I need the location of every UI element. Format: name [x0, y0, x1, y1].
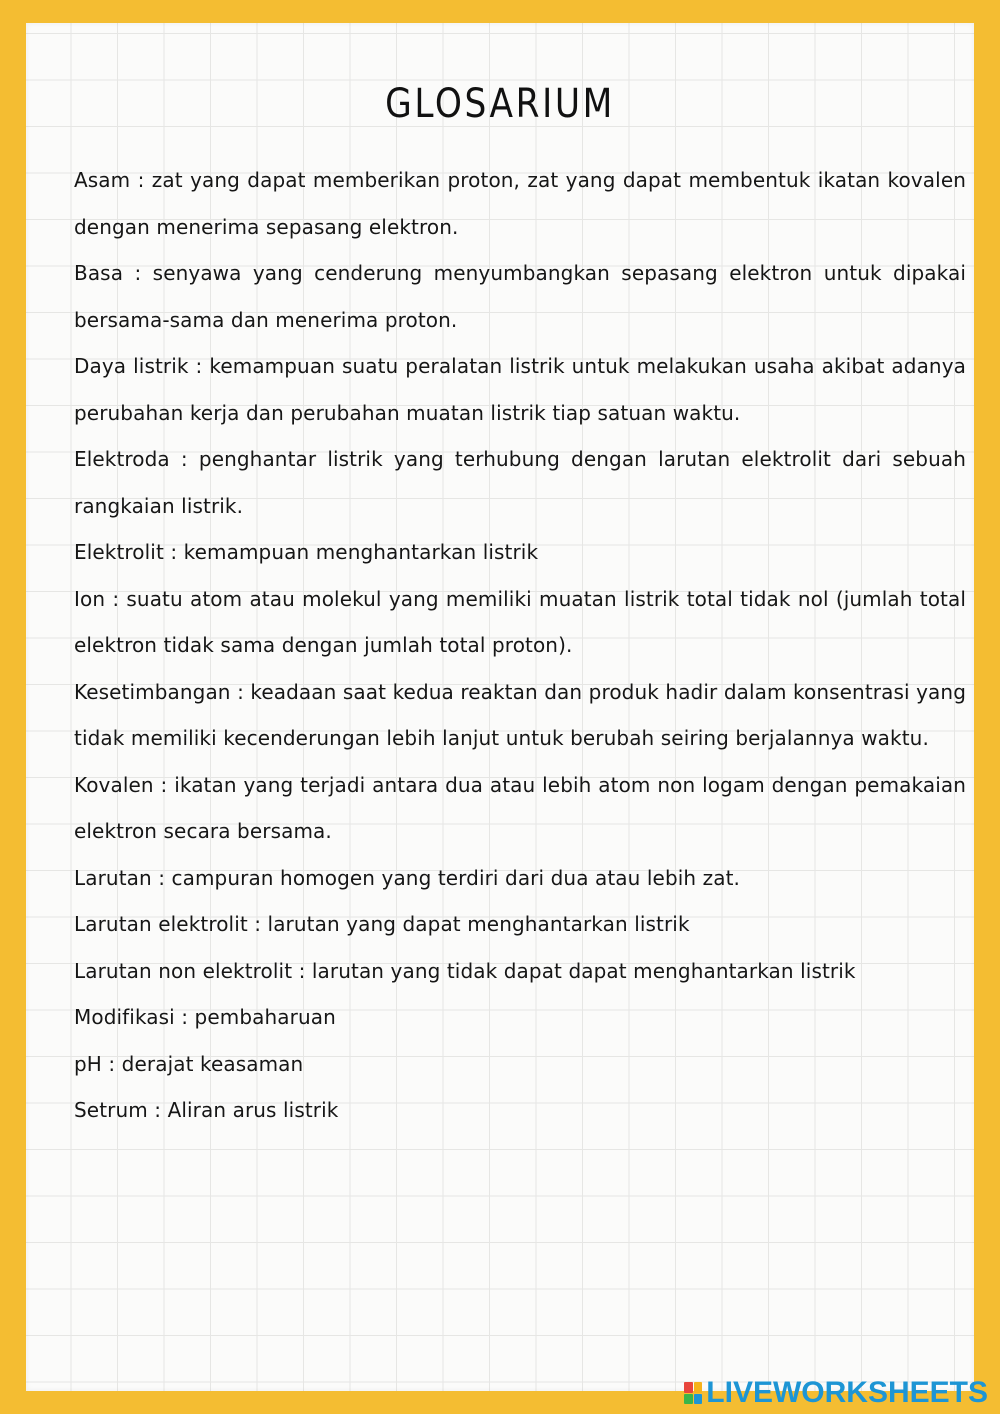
glossary-entry-larutan: Larutan : campuran homogen yang terdiri dari dua atau lebih zat. [74, 865, 740, 890]
glossary-entry-asam: Asam : zat yang dapat memberikan proton, zat yang dapat membentuk ikatan kovalen dengan menerima sepasang elektron. [74, 168, 966, 239]
glossary-entry-larutan-elektrolit: Larutan elektrolit : larutan yang dapat menghantarkan listrik [74, 912, 690, 936]
glossary-entry-elektroda: Elektroda : penghantar listrik yang terhubung dengan larutan elektrolit dari sebuah rangkaian listrik. [74, 447, 966, 518]
glossary-entry-kovalen: Kovalen : ikatan yang terjadi antara dua atau lebih atom non logam dengan pemakaian elektron secara bersama. [74, 772, 966, 843]
liveworksheets-logo[interactable] [684, 1376, 988, 1410]
glossary-entry-larutan-non-elektrolit: Larutan non elektrolit : larutan yang tidak dapat dapat menghantarkan listrik [74, 958, 856, 983]
glossary-list [74, 157, 966, 1134]
worksheet-page [26, 23, 974, 1391]
glossary-entry-elektrolit: Elektrolit : kemampuan menghantarkan listrik [74, 540, 539, 564]
glossary-entry-setrum: Setrum : Aliran arus listrik [74, 1098, 339, 1122]
glossary-entry-daya-listrik: Daya listrik : kemampuan suatu peralatan listrik untuk melakukan usaha akibat adanya perubahan kerja dan perubahan muatan listrik tiap satuan waktu. [74, 354, 966, 425]
glossary-entry-modifikasi: Modifikasi : pembaharuan [74, 1005, 336, 1029]
glossary-entry-ph: pH : derajat keasaman [74, 1051, 304, 1076]
glossary-entry-basa: Basa : senyawa yang cenderung menyumbangkan sepasang elektron untuk dipakai bersama-sama dan menerima proton. [74, 261, 966, 332]
liveworksheets-badge-icon [684, 1382, 702, 1404]
page-title: GLOSARIUM [385, 81, 615, 127]
glossary-entry-kesetimbangan: Kesetimbangan : keadaan saat kedua reaktan dan produk hadir dalam konsentrasi yang tidak memiliki kecenderungan lebih lanjut untuk berubah seiring berjalannya waktu. [74, 679, 966, 750]
liveworksheets-brand-text: LIVEWORKSHEETS [706, 1376, 988, 1409]
glossary-entry-ion: Ion : suatu atom atau molekul yang memiliki muatan listrik total tidak nol (jumlah total elektron tidak sama dengan jumlah total proton). [74, 586, 966, 657]
